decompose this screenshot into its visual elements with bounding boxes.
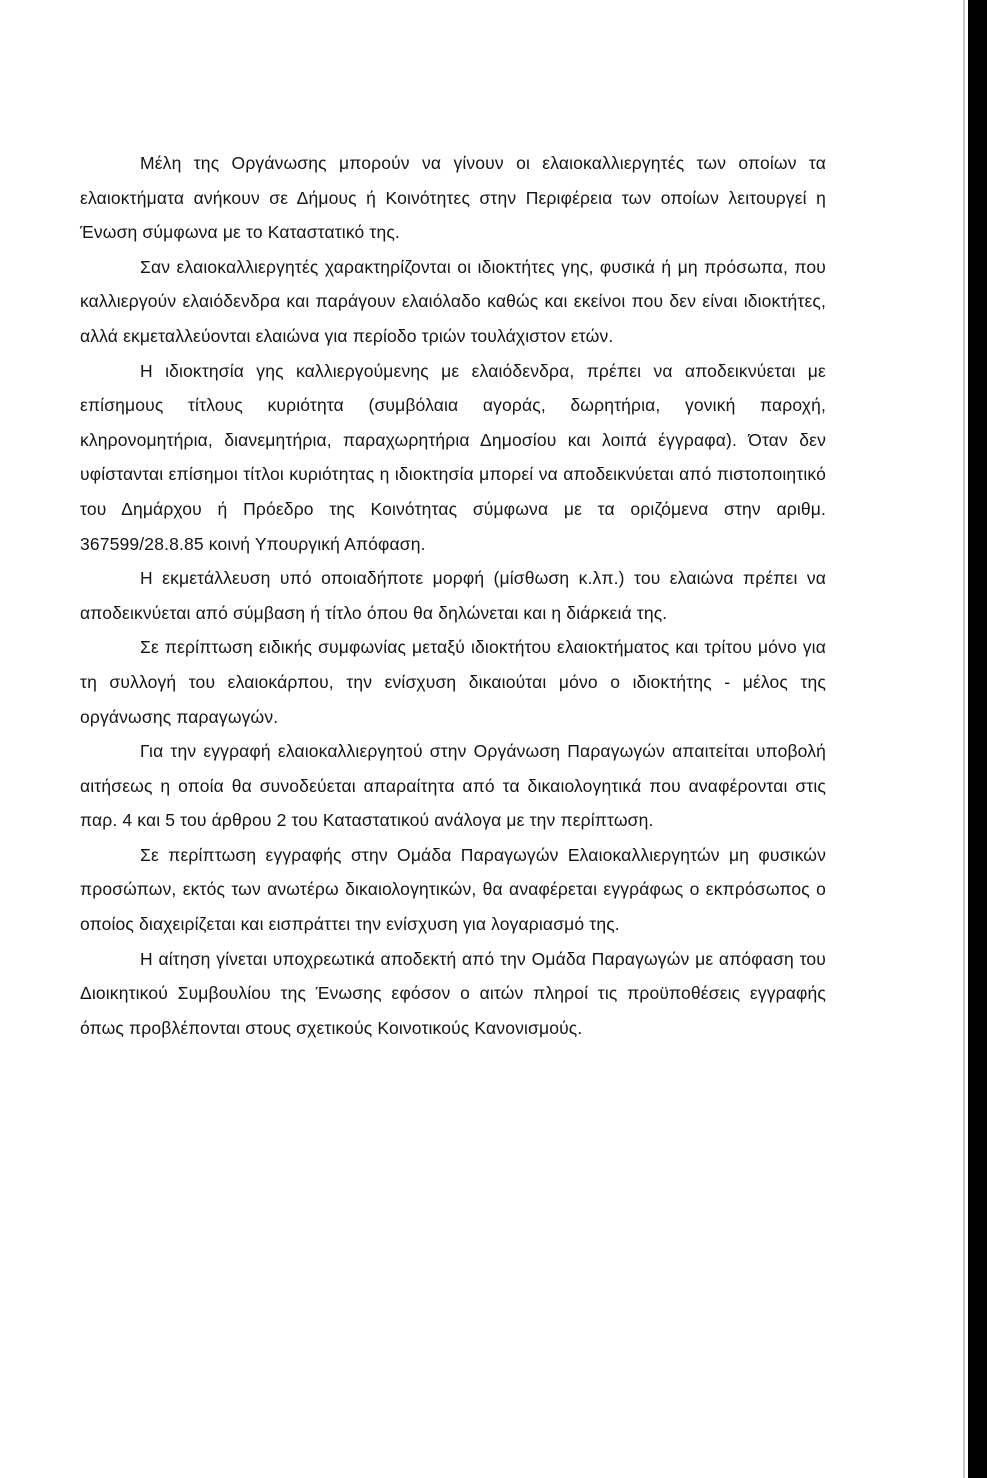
- paragraph-exploitation-contract: Η εκμετάλλευση υπό οποιαδήποτε μορφή (μίσθωση κ.λπ.) του ελαιώνα πρέπει να αποδεικνύεται από σύμβαση ή τίτλο όπου θα δηλώνεται και η διάρκειά της.: [80, 568, 826, 623]
- scan-edge-line: [963, 0, 965, 1478]
- paragraph-membership: Μέλη της Οργάνωσης μπορούν να γίνουν οι ελαιοκαλλιεργητές των οποίων τα ελαιοκτήματα ανήκουν σε Δήμους ή Κοινότητες στην Περιφέρεια των οποίων λειτουργεί η Ένωση σύμφωνα με το Καταστατικό της.: [80, 153, 826, 243]
- document-body: [80, 146, 826, 1045]
- paragraph-olive-growers-definition: Σαν ελαιοκαλλιεργητές χαρακτηρίζονται οι ιδιοκτήτες γης, φυσικά ή μη πρόσωπα, που καλλιεργούν ελαιόδενδρα και παράγουν ελαιόλαδο καθώς και εκείνοι που δεν είναι ιδιοκτήτες, αλλά εκμεταλλεύονται ελαιώνα για περίοδο τριών τουλάχιστον ετών.: [80, 256, 826, 346]
- paragraph-special-agreement: Σε περίπτωση ειδικής συμφωνίας μεταξύ ιδιοκτήτου ελαιοκτήματος και τρίτου μόνο για τη συλλογή του ελαιοκάρπου, την ενίσχυση δικαιούται μόνο ο ιδιοκτήτης - μέλος της οργάνωσης παραγωγών.: [80, 637, 826, 727]
- paragraph-application-acceptance: Η αίτηση γίνεται υποχρεωτικά αποδεκτή από την Ομάδα Παραγωγών με απόφαση του Διοικητικού Συμβουλίου της Ένωσης εφόσον ο αιτών πληροί τις προϋποθέσεις εγγραφής όπως προβλέπονται στους σχετικούς Κοινοτικούς Κανονισμούς.: [80, 948, 826, 1038]
- paragraph-registration-application: Για την εγγραφή ελαιοκαλλιεργητού στην Οργάνωση Παραγωγών απαιτείται υποβολή αιτήσεως η οποία θα συνοδεύεται απαραίτητα από τα δικαιολογητικά που αναφέρονται στις παρ. 4 και 5 του άρθρου 2 του Καταστατικού ανάλογα με την περίπτωση.: [80, 741, 826, 831]
- paragraph-legal-entities: Σε περίπτωση εγγραφής στην Ομάδα Παραγωγών Ελαιοκαλλιεργητών μη φυσικών προσώπων, εκτός των ανωτέρω δικαιολογητικών, θα αναφέρεται εγγράφως ο εκπρόσωπος ο οποίος διαχειρίζεται και εισπράττει την ενίσχυση για λογαριασμό της.: [80, 844, 826, 935]
- paragraph-land-ownership: Η ιδιοκτησία γης καλλιεργούμενης με ελαιόδενδρα, πρέπει να αποδεικνύεται με επίσημους τίτλους κυριότητα (συμβόλαια αγοράς, δωρητήρια, γονική παροχή, κληρονομητήρια, διανεμητήρια, παραχωρητήρια Δημοσίου και λοιπά έγγραφα). Όταν δεν υφίστανται επίσημοι τίτλοι κυριότητας η ιδιοκτησία μπορεί να αποδεικνύεται από πιστοποιητικό του Δημάρχου ή Πρόεδρο της Κοινότητας σύμφωνα με τα οριζόμενα στην αριθμ. 367599/28.8.85 κοινή Υπουργική Απόφαση.: [80, 360, 826, 554]
